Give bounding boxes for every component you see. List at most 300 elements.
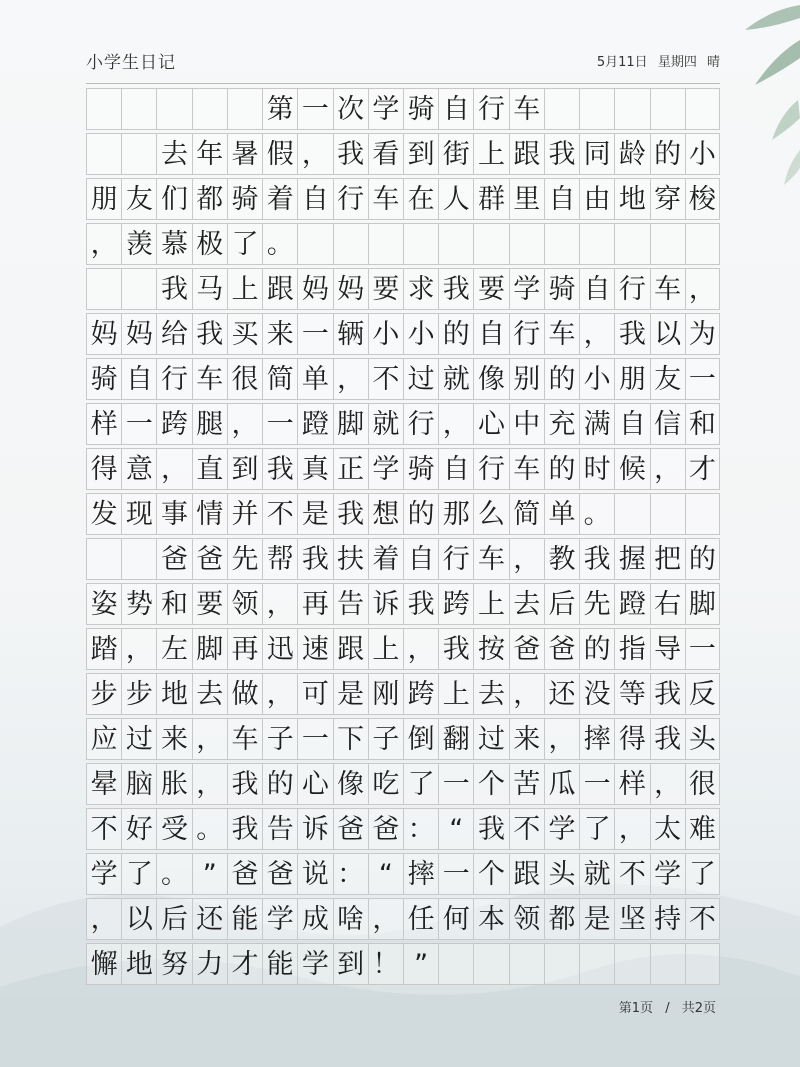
grid-cell: 车 [368,179,403,219]
grid-row [86,88,720,130]
grid-cell: 像 [473,359,508,399]
grid-cell: 右 [650,584,685,624]
grid-cell: 单 [297,359,332,399]
grid-cell: 诉 [297,809,332,849]
grid-cell: 是 [579,899,614,939]
grid-cell: 做 [227,674,262,714]
grid-cell: ， [368,899,403,939]
grid-cell: 来 [262,314,297,354]
grid-row [86,943,720,985]
grid-cell: 学 [368,449,403,489]
grid-cell: 要 [473,269,508,309]
grid-cell [614,89,649,129]
grid-cell: 友 [650,359,685,399]
grid-cell: ， [685,269,720,309]
grid-cell: 学 [509,269,544,309]
grid-cell [86,539,121,579]
grid-cell: 我 [227,809,262,849]
grid-cell: 人 [438,179,473,219]
grid-cell: 简 [509,494,544,534]
grid-cell [650,494,685,534]
grid-cell: 跟 [333,629,368,669]
grid-cell: 第 [262,89,297,129]
grid-cell: 脑 [121,764,156,804]
grid-cell [685,89,720,129]
grid-cell: 还 [544,674,579,714]
grid-cell: 我 [614,314,649,354]
grid-cell: 一 [685,629,720,669]
grid-cell: 我 [544,134,579,174]
grid-cell: ” [192,854,227,894]
grid-cell: 单 [544,494,579,534]
grid-row [86,538,720,580]
grid-cell: 先 [579,584,614,624]
grid-cell: 着 [262,179,297,219]
grid-cell: 导 [650,629,685,669]
grid-cell: 并 [227,494,262,534]
grid-cell: 都 [544,899,579,939]
grid-cell: 了 [685,854,720,894]
grid-cell: 告 [262,809,297,849]
grid-cell: “ [438,809,473,849]
grid-row [86,673,720,715]
grid-cell: ， [544,719,579,759]
grid-cell: 很 [227,359,262,399]
grid-cell: 懈 [86,944,121,984]
grid-row [86,628,720,670]
grid-cell: 踏 [86,629,121,669]
grid-cell: 骑 [403,89,438,129]
grid-cell: 才 [685,449,720,489]
grid-cell: 以 [650,314,685,354]
grid-cell: ， [121,629,156,669]
grid-cell: 刚 [368,674,403,714]
grid-cell: 骑 [544,269,579,309]
grid-cell: 群 [473,179,508,219]
grid-cell: 爸 [544,629,579,669]
grid-cell: 信 [650,404,685,444]
grid-row [86,223,720,265]
grid-row [86,718,720,760]
grid-cell: 在 [403,179,438,219]
grid-cell: 一 [438,854,473,894]
grid-cell: 发 [86,494,121,534]
grid-cell: 后 [156,899,191,939]
grid-cell: 求 [403,269,438,309]
grid-cell: ， [650,764,685,804]
diary-title: 小学生日记 [86,53,176,73]
grid-cell: 我 [403,584,438,624]
page-indicator [615,997,720,1016]
grid-cell: 我 [333,494,368,534]
grid-cell: 自 [438,449,473,489]
grid-cell: 等 [614,674,649,714]
date-text: 5月11日 [596,55,648,70]
grid-cell: 车 [509,449,544,489]
grid-cell: 假 [262,134,297,174]
grid-cell: 跨 [403,674,438,714]
grid-cell: 骑 [227,179,262,219]
grid-cell [614,944,649,984]
grid-cell: 情 [192,494,227,534]
grid-cell: 不 [509,809,544,849]
grid-cell: 领 [227,584,262,624]
grid-cell [86,134,121,174]
grid-row [86,853,720,895]
grid-cell: 慕 [156,224,191,264]
grid-cell: 上 [438,674,473,714]
grid-cell: 蹬 [614,584,649,624]
grid-cell [579,224,614,264]
grid-cell: 苦 [509,764,544,804]
grid-cell: 我 [192,314,227,354]
grid-cell: 小 [368,314,403,354]
grid-cell: 自 [297,179,332,219]
grid-cell: 妈 [86,314,121,354]
grid-cell: 车 [473,539,508,579]
grid-cell: 学 [650,854,685,894]
grid-cell: 我 [297,539,332,579]
grid-cell: 暑 [227,134,262,174]
grid-cell: ， [156,449,191,489]
grid-cell [438,944,473,984]
grid-cell: 过 [121,719,156,759]
grid-cell: 成 [297,899,332,939]
grid-cell: 的 [579,629,614,669]
grid-cell: 不 [86,809,121,849]
grid-cell: 小 [685,134,720,174]
grid-row [86,403,720,445]
grid-cell: 才 [227,944,262,984]
grid-cell: 我 [262,449,297,489]
grid-cell: 的 [403,494,438,534]
grid-cell: 过 [473,719,508,759]
grid-cell: 到 [403,134,438,174]
grid-cell: 同 [579,134,614,174]
grid-row [86,898,720,940]
grid-cell: 骑 [403,449,438,489]
grid-cell: 别 [509,359,544,399]
grid-cell: 步 [121,674,156,714]
grid-cell: 想 [368,494,403,534]
grid-cell: 把 [650,539,685,579]
grid-cell: 行 [156,359,191,399]
grid-cell: 摔 [403,854,438,894]
grid-cell: 的 [262,764,297,804]
grid-cell: 要 [368,269,403,309]
grid-cell: 一 [297,89,332,129]
grid-cell: 了 [403,764,438,804]
grid-cell: 晕 [86,764,121,804]
grid-cell: 给 [156,314,191,354]
grid-cell: “ [368,854,403,894]
grid-cell: ， [192,719,227,759]
grid-cell: 一 [685,359,720,399]
grid-cell: 去 [509,584,544,624]
grid-cell: 跨 [156,404,191,444]
grid-cell: 扶 [333,539,368,579]
grid-cell [227,89,262,129]
grid-cell: 我 [333,134,368,174]
grid-cell: 力 [192,944,227,984]
grid-cell: 教 [544,539,579,579]
grid-cell [368,224,403,264]
grid-cell [121,134,156,174]
grid-cell: 自 [579,269,614,309]
grid-cell: 为 [685,314,720,354]
grid-cell: ， [262,674,297,714]
grid-cell: 一 [297,719,332,759]
grid-cell: 还 [192,899,227,939]
grid-cell: 来 [156,719,191,759]
grid-cell: 。 [192,809,227,849]
grid-cell [121,89,156,129]
grid-cell: 要 [192,584,227,624]
writing-grid [86,83,720,985]
grid-cell: 后 [544,584,579,624]
grid-cell: 应 [86,719,121,759]
grid-cell: 到 [227,449,262,489]
grid-row [86,448,720,490]
grid-cell: 先 [227,539,262,579]
grid-cell [509,224,544,264]
grid-cell: 的 [650,134,685,174]
grid-cell: 车 [192,359,227,399]
grid-cell: 真 [297,449,332,489]
grid-cell: 上 [368,629,403,669]
grid-cell: 坚 [614,899,649,939]
grid-cell: 自 [473,314,508,354]
grid-cell: 小 [579,359,614,399]
grid-cell: 朋 [86,179,121,219]
grid-cell: 行 [403,404,438,444]
grid-cell: 个 [473,764,508,804]
grid-cell: 任 [403,899,438,939]
grid-cell [473,224,508,264]
grid-cell: 脚 [685,584,720,624]
grid-cell: 次 [333,89,368,129]
grid-cell: 过 [403,359,438,399]
grid-cell: 诉 [368,584,403,624]
grid-cell: 车 [227,719,262,759]
grid-cell: ， [403,629,438,669]
grid-cell: 不 [685,899,720,939]
grid-cell [650,944,685,984]
grid-cell: 爸 [227,854,262,894]
grid-cell: 帮 [262,539,297,579]
grid-cell: 我 [438,269,473,309]
grid-cell: 步 [86,674,121,714]
grid-cell: 势 [121,584,156,624]
grid-cell: 意 [121,449,156,489]
grid-cell: 去 [192,674,227,714]
grid-cell: ， [579,314,614,354]
grid-cell: 跨 [438,584,473,624]
grid-cell [121,269,156,309]
grid-cell: 学 [544,809,579,849]
grid-cell [86,269,121,309]
grid-cell: 龄 [614,134,649,174]
grid-cell: 辆 [333,314,368,354]
grid-cell: 告 [333,584,368,624]
grid-cell: 何 [438,899,473,939]
grid-cell: 太 [650,809,685,849]
grid-cell: 们 [156,179,191,219]
grid-cell: 胀 [156,764,191,804]
grid-cell: 自 [544,179,579,219]
grid-cell: 迅 [262,629,297,669]
grid-cell: 学 [262,899,297,939]
grid-cell: 按 [473,629,508,669]
grid-cell: 我 [650,719,685,759]
grid-cell: 里 [509,179,544,219]
grid-cell: 很 [685,764,720,804]
grid-cell: 看 [368,134,403,174]
grid-cell: ， [438,404,473,444]
grid-cell: 得 [86,449,121,489]
grid-row [86,493,720,535]
grid-cell: 羡 [121,224,156,264]
grid-cell: 翻 [438,719,473,759]
grid-cell: 的 [544,449,579,489]
grid-cell: 车 [509,89,544,129]
grid-cell [156,89,191,129]
grid-cell: 穿 [650,179,685,219]
grid-cell [544,944,579,984]
grid-cell: 到 [333,944,368,984]
grid-cell [614,224,649,264]
grid-cell: 一 [297,314,332,354]
grid-cell: 学 [86,854,121,894]
page-total: 共2页 [681,1001,716,1016]
grid-cell: 车 [650,269,685,309]
grid-cell: 妈 [333,269,368,309]
grid-row [86,268,720,310]
weather-text: 晴 [706,55,720,70]
grid-cell: 受 [156,809,191,849]
grid-cell: 梭 [685,179,720,219]
grid-row [86,358,720,400]
grid-cell: ， [614,809,649,849]
grid-cell: 时 [579,449,614,489]
grid-cell: 了 [227,224,262,264]
grid-cell: 妈 [121,314,156,354]
grid-cell: 直 [192,449,227,489]
grid-cell: 我 [156,269,191,309]
grid-cell: 心 [473,404,508,444]
grid-cell: 以 [121,899,156,939]
grid-cell: 跟 [262,269,297,309]
grid-cell: 难 [685,809,720,849]
grid-cell: 头 [544,854,579,894]
grid-cell: 跟 [509,134,544,174]
grid-cell [544,224,579,264]
grid-cell: 摔 [579,719,614,759]
date-info [591,51,720,70]
grid-cell: 领 [509,899,544,939]
grid-cell: 我 [579,539,614,579]
grid-cell: 本 [473,899,508,939]
grid-cell: 姿 [86,584,121,624]
grid-cell: ， [333,359,368,399]
grid-cell: 的 [438,314,473,354]
grid-cell: 行 [333,179,368,219]
grid-cell: 跟 [509,854,544,894]
grid-cell: 来 [509,719,544,759]
grid-cell: 吃 [368,764,403,804]
grid-cell: ： [403,809,438,849]
grid-cell: 了 [579,809,614,849]
grid-cell: 上 [227,269,262,309]
grid-cell: 我 [438,629,473,669]
grid-cell: 能 [227,899,262,939]
grid-cell: 行 [509,314,544,354]
grid-cell: ， [297,134,332,174]
grid-cell: 现 [121,494,156,534]
grid-cell: 事 [156,494,191,534]
grid-row [86,763,720,805]
grid-cell: ， [86,899,121,939]
grid-cell [685,944,720,984]
grid-cell: 地 [121,944,156,984]
grid-cell: 马 [192,269,227,309]
grid-cell: 极 [192,224,227,264]
grid-cell: 自 [438,89,473,129]
grid-cell: 反 [685,674,720,714]
grid-cell: 再 [227,629,262,669]
grid-cell: 中 [509,404,544,444]
weekday-text: 星期四 [657,55,697,70]
grid-cell: 脚 [333,404,368,444]
grid-cell: 下 [333,719,368,759]
grid-cell: ， [509,539,544,579]
grid-cell: 自 [403,539,438,579]
grid-cell: 骑 [86,359,121,399]
grid-cell: 爸 [262,854,297,894]
grid-cell: 地 [614,179,649,219]
grid-cell [509,944,544,984]
grid-cell [192,89,227,129]
grid-cell: 买 [227,314,262,354]
grid-cell: 着 [368,539,403,579]
grid-cell: 都 [192,179,227,219]
grid-cell: 一 [579,764,614,804]
grid-cell: 小 [403,314,438,354]
grid-cell: ， [227,404,262,444]
grid-cell: 候 [614,449,649,489]
grid-cell: 就 [579,854,614,894]
grid-cell: 去 [156,134,191,174]
grid-cell: 样 [614,764,649,804]
grid-cell: 我 [650,674,685,714]
grid-cell [579,944,614,984]
grid-cell: 就 [438,359,473,399]
grid-cell [650,89,685,129]
grid-cell: ， [86,224,121,264]
grid-cell: 学 [297,944,332,984]
grid-cell: 速 [297,629,332,669]
grid-cell: 的 [544,359,579,399]
grid-cell: ： [333,854,368,894]
grid-row [86,178,720,220]
grid-cell: 左 [156,629,191,669]
grid-cell: ， [262,584,297,624]
grid-cell: 子 [262,719,297,759]
grid-cell: 自 [121,359,156,399]
grid-row [86,313,720,355]
grid-cell: 行 [473,89,508,129]
grid-cell: 上 [473,134,508,174]
